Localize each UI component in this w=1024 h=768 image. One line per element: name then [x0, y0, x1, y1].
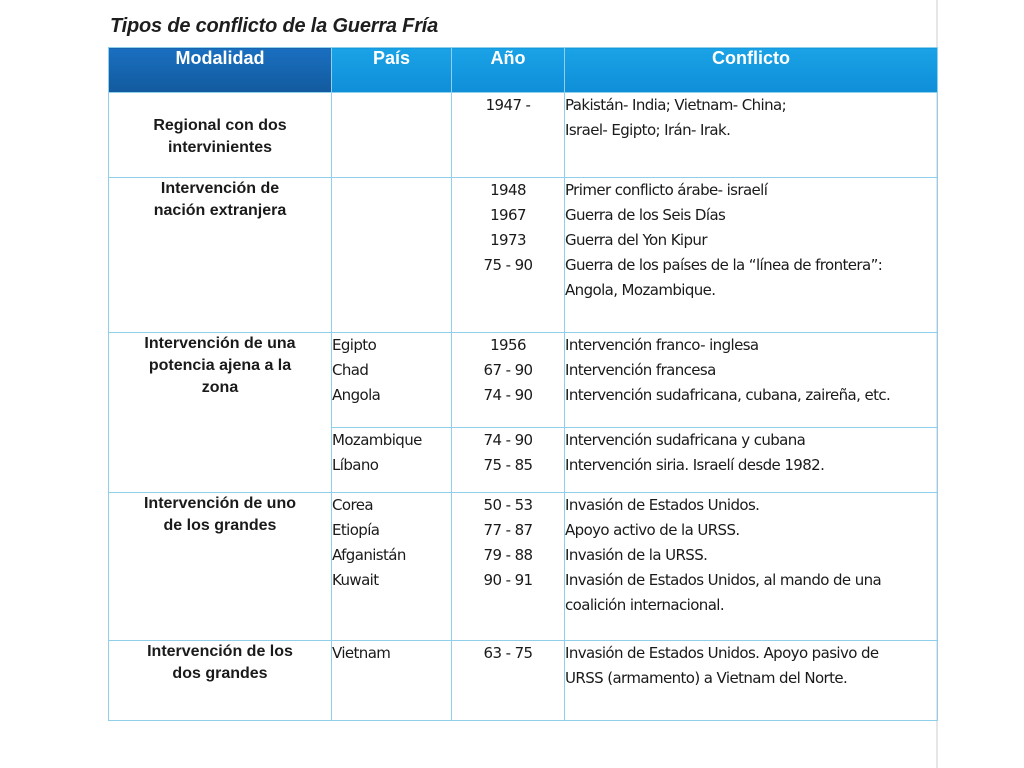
- conflicto-cell-line: Pakistán- India; Vietnam- China;: [565, 96, 787, 114]
- anio-cell-line: 75 - 90: [483, 256, 533, 274]
- conflicto-cell-line: Guerra del Yon Kipur: [565, 231, 707, 249]
- table-body: [109, 93, 938, 721]
- table-row: [109, 493, 938, 641]
- pais-cell: [332, 493, 452, 641]
- anio-cell: [452, 178, 565, 333]
- table-row: [109, 333, 938, 428]
- anio-cell-line: 1956: [490, 336, 526, 354]
- modalidad-line: intervinientes: [167, 139, 273, 156]
- anio-cell-line: 79 - 88: [483, 546, 533, 564]
- table-header-row: [109, 48, 938, 93]
- header-conflicto: Conflicto: [565, 48, 938, 93]
- conflicto-cell: [565, 333, 938, 428]
- anio-cell: [452, 93, 565, 178]
- anio-cell-line: 67 - 90: [483, 361, 533, 379]
- modalidad-line: nación extranjera: [153, 202, 287, 219]
- conflicto-cell-line: Israel- Egipto; Irán- Irak.: [565, 121, 731, 139]
- anio-cell: [452, 493, 565, 641]
- modalidad-cell: [109, 641, 332, 721]
- header-anio: Año: [452, 48, 565, 93]
- pais-cell-line: Vietnam: [332, 644, 391, 662]
- table-row: [109, 178, 938, 333]
- pais-cell-line: Mozambique: [332, 431, 422, 449]
- pais-cell-line: Afganistán: [332, 546, 406, 564]
- anio-cell-line: 75 - 85: [483, 456, 533, 474]
- conflicto-cell-line: Intervención francesa: [565, 361, 716, 379]
- conflicto-cell-line: Guerra de los Seis Días: [565, 206, 726, 224]
- anio-cell-line: 63 - 75: [483, 644, 533, 662]
- anio-cell-line: 50 - 53: [483, 496, 533, 514]
- conflicto-cell: [565, 641, 938, 721]
- anio-cell-line: 74 - 90: [483, 386, 533, 404]
- modalidad-cell: [109, 178, 332, 333]
- modalidad-line: Intervención de: [160, 180, 280, 197]
- anio-cell-line: 1967: [490, 206, 526, 224]
- pais-cell-line: Kuwait: [332, 571, 379, 589]
- pais-cell: [332, 93, 452, 178]
- modalidad-line: Intervención de una: [144, 335, 296, 352]
- table-row: [109, 93, 938, 178]
- modalidad-line: de los grandes: [163, 517, 277, 534]
- modalidad-cell: [109, 493, 332, 641]
- conflicto-cell-line: Invasión de Estados Unidos.: [565, 496, 760, 514]
- anio-cell-line: 77 - 87: [483, 521, 533, 539]
- anio-cell-line: 74 - 90: [483, 431, 533, 449]
- pais-cell-line: Etiopía: [332, 521, 380, 539]
- header-pais: País: [332, 48, 452, 93]
- conflicto-cell-line: Intervención sudafricana, cubana, zaireña, etc.: [565, 386, 891, 404]
- document-title: Tipos de conflicto de la Guerra Fría: [110, 15, 439, 37]
- modalidad-line: potencia ajena a la: [148, 357, 292, 374]
- pais-cell-line: Corea: [332, 496, 373, 514]
- conflicto-cell: [565, 178, 938, 333]
- anio-cell-line: 90 - 91: [483, 571, 533, 589]
- conflict-types-table: [108, 47, 938, 721]
- header-modalidad: Modalidad: [109, 48, 332, 93]
- conflicto-cell-line: Invasión de Estados Unidos, al mando de una: [565, 571, 882, 589]
- conflicto-cell-line: Invasión de Estados Unidos. Apoyo pasivo de: [565, 644, 879, 662]
- pais-cell: [332, 641, 452, 721]
- conflicto-cell-line: coalición internacional.: [565, 596, 725, 614]
- pais-cell-line: Angola: [332, 386, 381, 404]
- pais-cell-line: Egipto: [332, 336, 377, 354]
- anio-cell: [452, 333, 565, 428]
- anio-cell-line: 1973: [490, 231, 526, 249]
- pais-cell: [332, 178, 452, 333]
- pais-cell: [332, 333, 452, 428]
- conflicto-cell-line: Intervención franco- inglesa: [565, 336, 759, 354]
- modalidad-cell: [109, 333, 332, 493]
- modalidad-line: Intervención de los: [147, 643, 293, 660]
- conflicto-cell-line: Intervención siria. Israelí desde 1982.: [565, 456, 825, 474]
- modalidad-line: Regional con dos: [153, 117, 287, 134]
- anio-cell-line: 1947 -: [485, 96, 531, 114]
- modalidad-line: Intervención de uno: [143, 495, 296, 512]
- modalidad-line: zona: [201, 379, 239, 396]
- anio-cell: [452, 428, 565, 493]
- conflicto-cell: [565, 428, 938, 493]
- anio-cell: [452, 641, 565, 721]
- pais-cell: [332, 428, 452, 493]
- conflicto-cell-line: Guerra de los países de la “línea de frontera”:: [565, 256, 883, 274]
- conflicto-cell-line: Invasión de la URSS.: [565, 546, 708, 564]
- anio-cell-line: 1948: [490, 181, 526, 199]
- modalidad-line: dos grandes: [172, 665, 268, 682]
- pais-cell-line: Líbano: [332, 456, 379, 474]
- conflicto-cell: [565, 493, 938, 641]
- modalidad-cell: [109, 93, 332, 178]
- conflicto-cell-line: Angola, Mozambique.: [565, 281, 716, 299]
- conflicto-cell-line: Apoyo activo de la URSS.: [565, 521, 740, 539]
- conflicto-cell: [565, 93, 938, 178]
- table-row: [109, 641, 938, 721]
- conflicto-cell-line: Primer conflicto árabe- israelí: [565, 181, 768, 199]
- conflicto-cell-line: URSS (armamento) a Vietnam del Norte.: [565, 669, 848, 687]
- pais-cell-line: Chad: [332, 361, 369, 379]
- conflicto-cell-line: Intervención sudafricana y cubana: [565, 431, 806, 449]
